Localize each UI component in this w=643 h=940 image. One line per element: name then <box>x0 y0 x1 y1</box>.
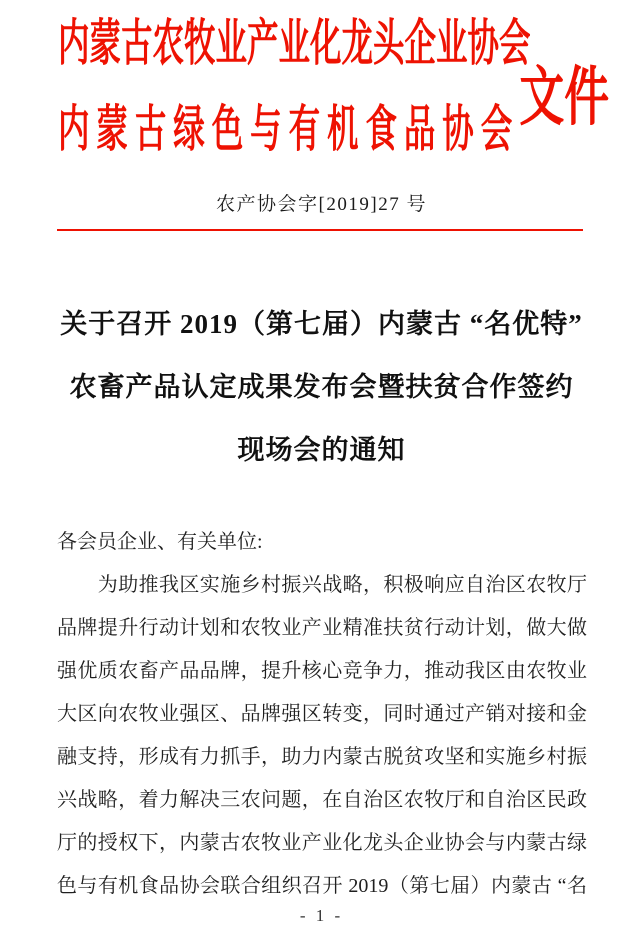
paragraph-line: 兴战略，着力解决三农问题，在自治区农牧厅和自治区民政 <box>57 789 587 811</box>
paragraph-line: 为助推我区实施乡村振兴战略，积极响应自治区农牧厅 <box>57 574 587 596</box>
paragraph-line: 色与有机食品协会联合组织召开 2019（第七届）内蒙古 “名 <box>57 875 587 897</box>
paragraph-line: 大区向农牧业强区、品牌强区转变，同时通过产销对接和金 <box>57 703 587 725</box>
red-divider-line <box>57 229 583 231</box>
document-title-line-2: 农畜产品认定成果发布会暨扶贫合作签约 <box>69 372 574 402</box>
paragraph-line: 品牌提升行动计划和农牧业产业精准扶贫行动计划，做大做 <box>57 617 587 639</box>
paragraph-line: 融支持，形成有力抓手，助力内蒙古脱贫攻坚和实施乡村振 <box>57 746 587 768</box>
doc-number: 农产协会字[2019]27 号 <box>216 194 427 215</box>
document-body <box>57 521 587 908</box>
page-number: - 1 - <box>299 906 344 925</box>
document-title-line-3: 现场会的通知 <box>237 435 406 465</box>
letterhead-org-line-2: 内蒙古绿色与有机食品协会 <box>58 101 520 157</box>
letterhead-doc-type-label: 文件 <box>519 62 609 133</box>
paragraph-line: 强优质农畜产品品牌，提升核心竞争力，推动我区由农牧业 <box>57 660 587 682</box>
letterhead-org-line-1: 内蒙古农牧业产业化龙头企业协会 <box>58 15 531 71</box>
document-title <box>28 293 615 482</box>
paragraph-line: 厅的授权下，内蒙古农牧业产业化龙头企业协会与内蒙古绿 <box>57 832 587 854</box>
salutation-line: 各会员企业、有关单位: <box>57 531 263 553</box>
document-title-line-1: 关于召开 2019（第七届）内蒙古 “名优特” <box>60 309 583 339</box>
